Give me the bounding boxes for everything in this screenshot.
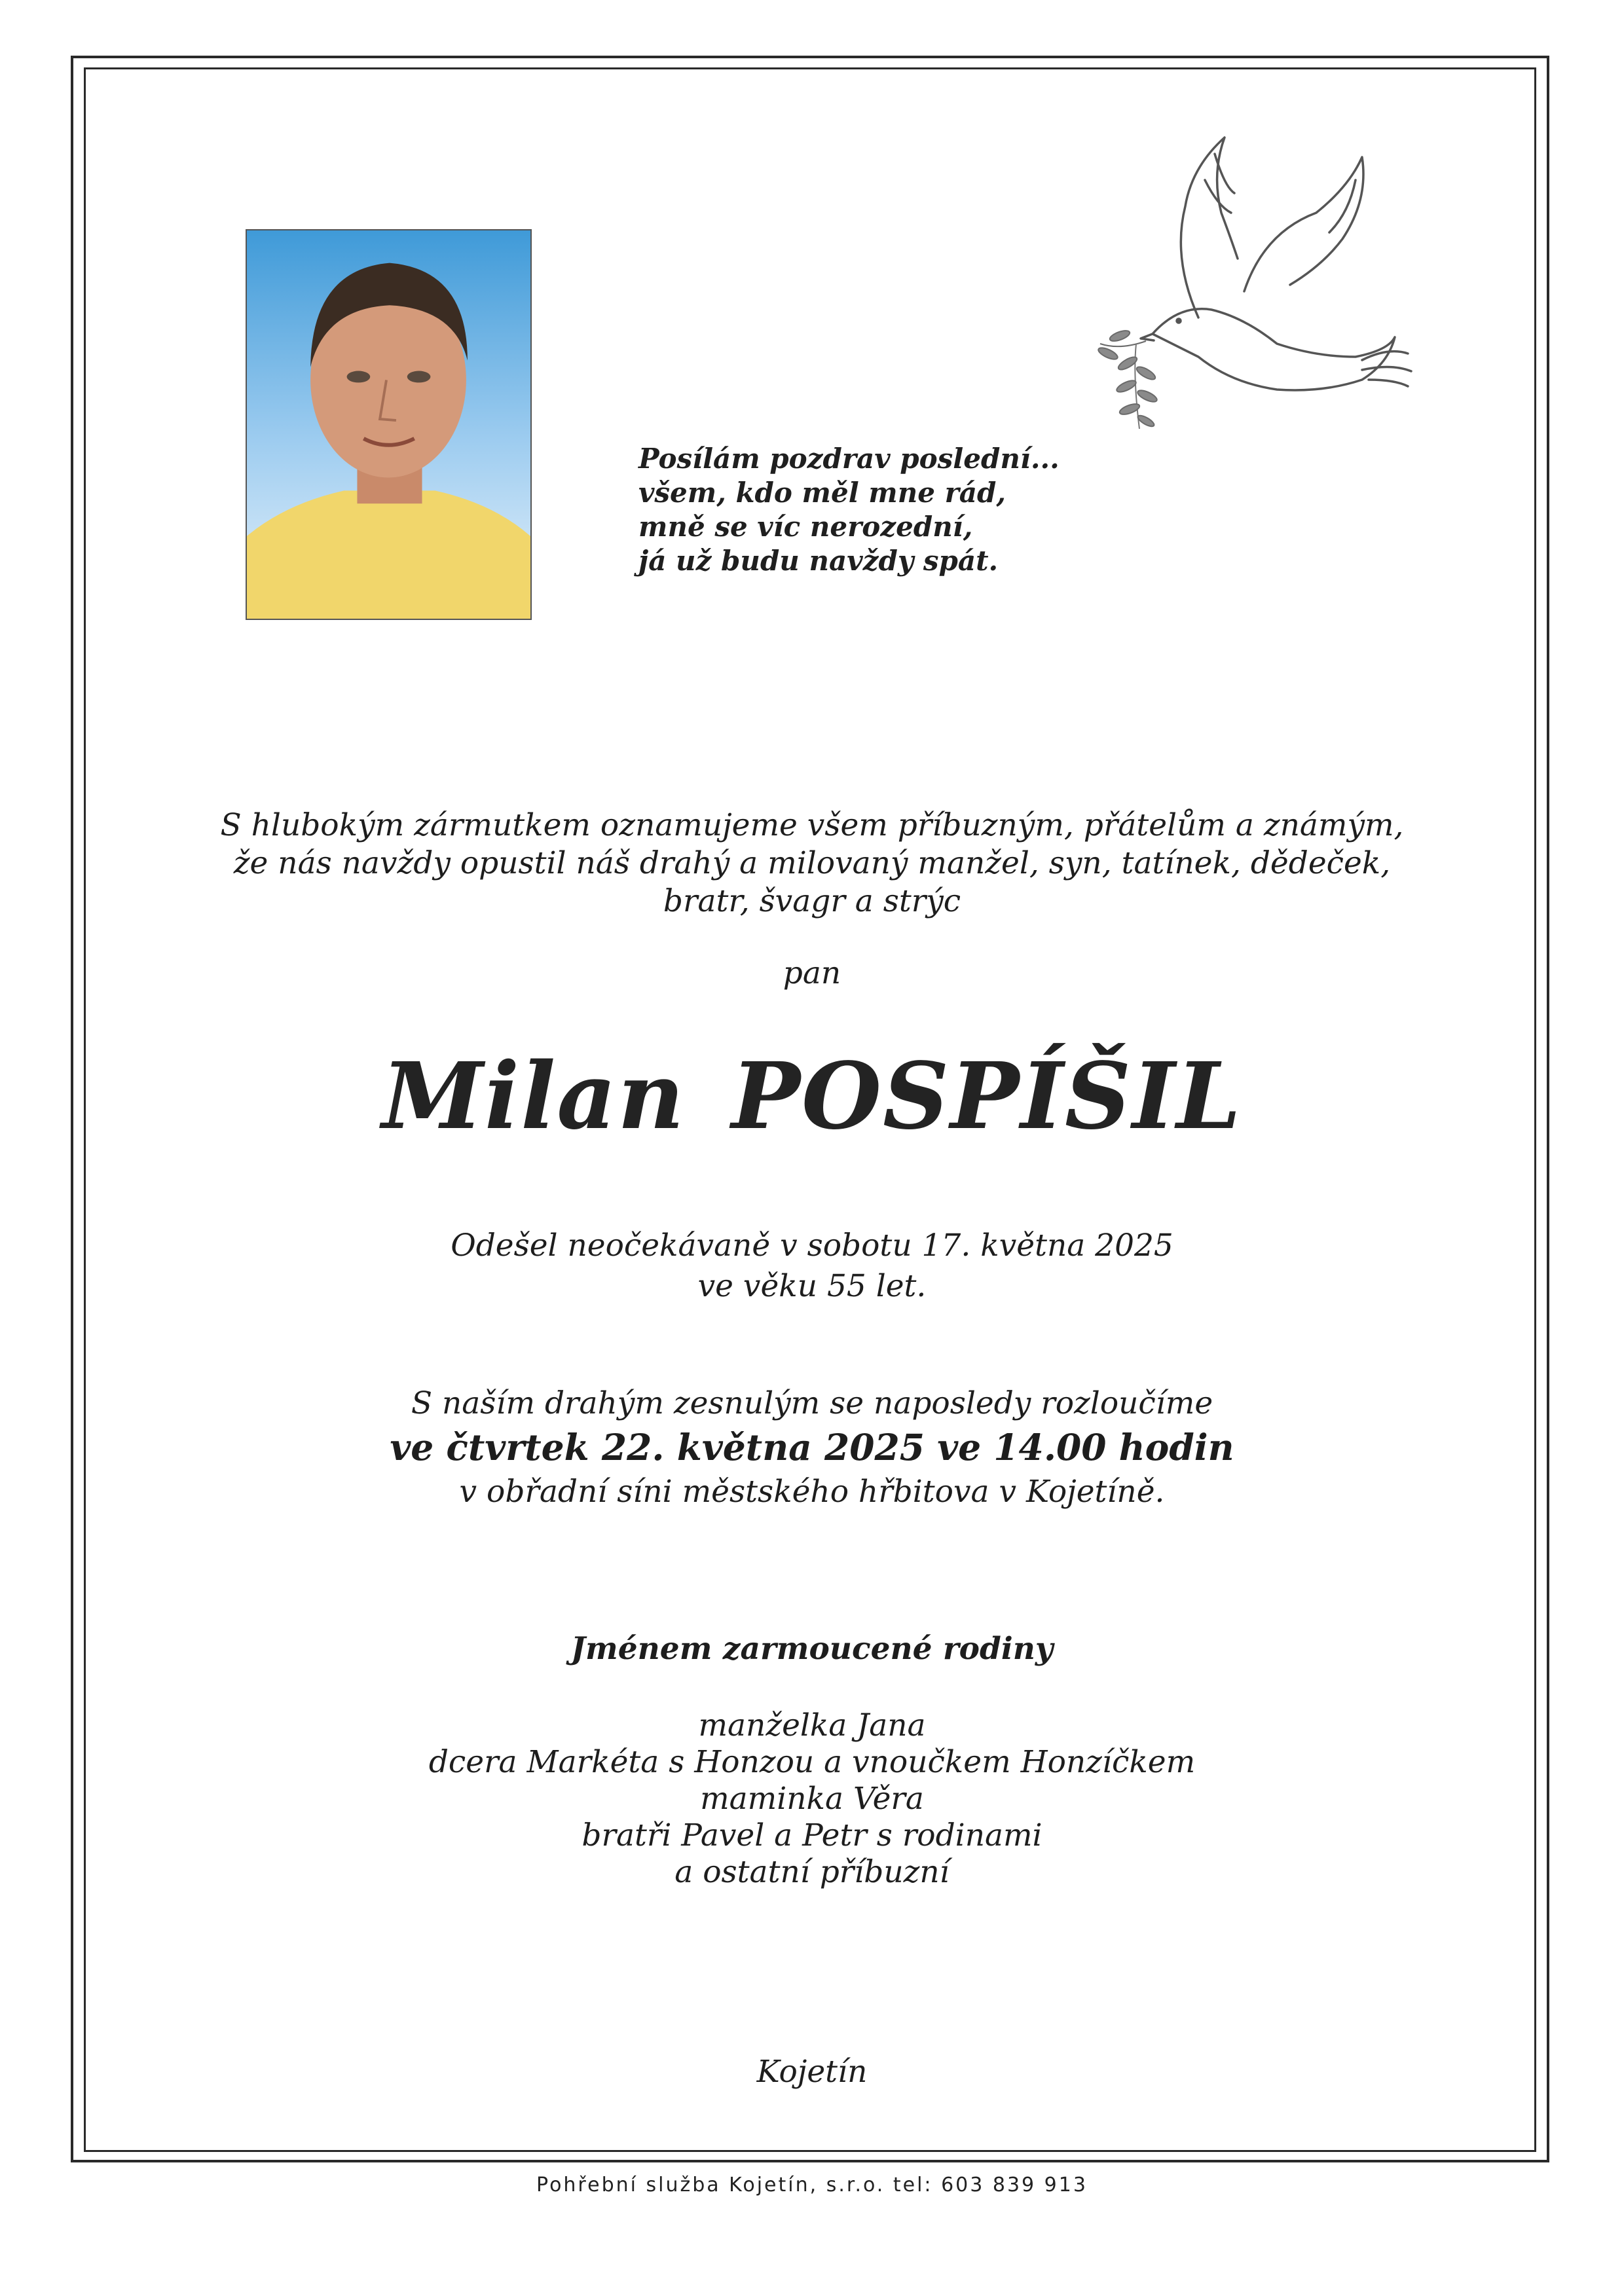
family-member: maminka Věra [700,1781,924,1817]
family-member: manželka Jana [698,1707,926,1743]
poem-line: Posílám pozdrav poslední... [638,443,1060,475]
death-announcement [131,807,1493,920]
first-name: Milan [382,1043,686,1150]
family-members [131,1707,1493,1891]
death-date: Odešel neočekávaně v sobotu 17. května 2025 [451,1228,1173,1264]
funeral-place: v obřadní síni městského hřbitova v Kojetíně. [459,1474,1165,1510]
death-info [131,1226,1493,1307]
farewell-poem [638,442,1136,578]
family-heading: Jménem zarmoucené rodiny [570,1631,1054,1667]
deceased-name [131,1041,1493,1152]
town-name: Kojetín [756,2054,868,2090]
funeral-date: ve čtvrtek 22. května 2025 ve 14.00 hodin [390,1426,1234,1468]
announcement-line: S hlubokým zármutkem oznamujeme všem příbuzným, přátelům a známým, [220,807,1404,843]
poem-line: já už budu navždy spát. [638,545,999,577]
funeral-service-footer: Pohřební služba Kojetín, s.r.o. tel: 603 839 913 [536,2174,1088,2196]
death-age: ve věku 55 let. [697,1268,927,1304]
announcement-line: že nás navždy opustil náš drahý a milovaný manžel, syn, tatínek, dědeček, [233,845,1391,881]
announcement-line: bratr, švagr a strýc [663,883,961,919]
dove-with-olive-branch-icon [1080,128,1421,455]
family-member: bratři Pavel a Petr s rodinami [581,1817,1043,1853]
family-member: a ostatní příbuzní [674,1854,950,1890]
poem-line: mně se víc nerozední, [638,511,973,543]
portrait-photo [246,229,532,620]
last-name: POSPÍŠIL [731,1043,1242,1150]
family-member: dcera Markéta s Honzou a vnoučkem Honzíčkem [428,1744,1196,1780]
farewell-intro: S naším drahým zesnulým se naposledy rozloučíme [411,1385,1213,1421]
salutation: pan [783,955,841,991]
poem-line: všem, kdo měl mne rád, [638,477,1006,509]
